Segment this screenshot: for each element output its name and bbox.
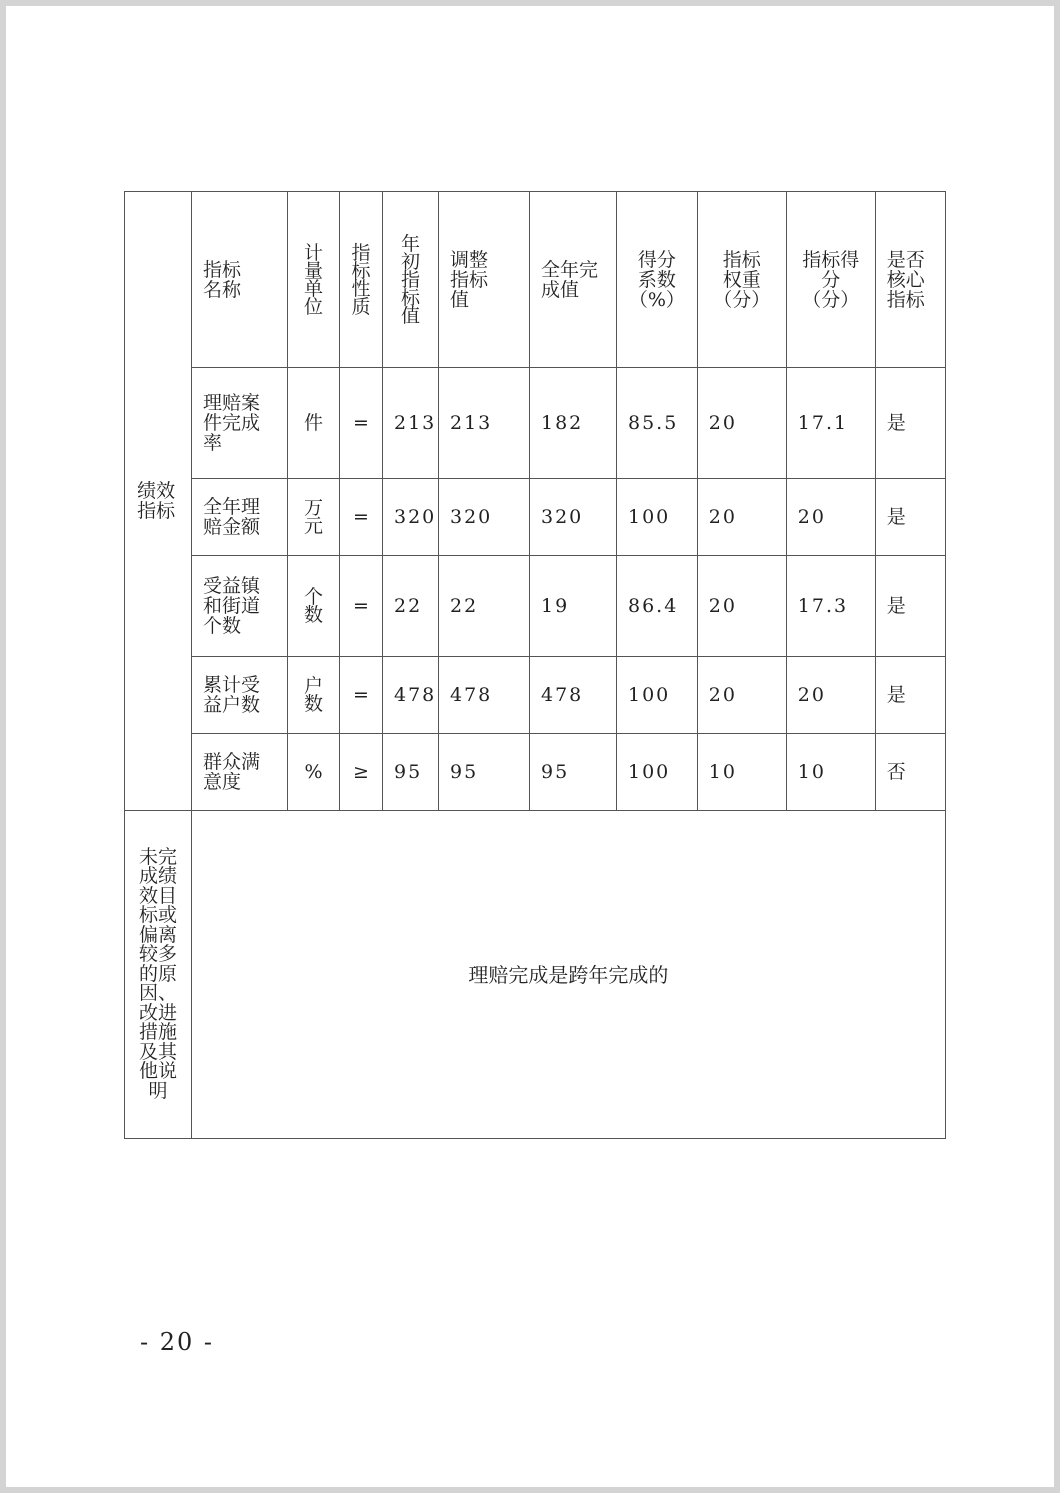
unfinished-row (125, 811, 946, 1139)
row-initial: 22 (383, 556, 439, 657)
row-initial: 213 (383, 368, 439, 479)
row-actual: 95 (530, 734, 617, 811)
row-actual: 182 (530, 368, 617, 479)
row-score: 17.1 (786, 368, 875, 479)
row-score: 20 (786, 657, 875, 734)
unfinished-label: 未完成绩效目标或偏离较多的原因、改进措施及其他说明 (138, 845, 177, 1102)
row-weight: 20 (697, 368, 786, 479)
row-core: 是 (875, 657, 945, 734)
row-adjusted: 213 (439, 368, 530, 479)
row-name: 累计受益户数 (192, 657, 288, 734)
row-unit: 件 (288, 368, 340, 479)
row-actual: 478 (530, 657, 617, 734)
header-adjusted: 调整指标值 (439, 192, 530, 368)
header-actual: 全年完成值 (530, 192, 617, 368)
row-unit: 万元 (288, 479, 340, 556)
row-adjusted: 95 (439, 734, 530, 811)
header-core: 是否核心指标 (875, 192, 945, 368)
row-weight: 10 (697, 734, 786, 811)
page-number: - 20 - (140, 1328, 215, 1356)
table-row (125, 556, 946, 657)
row-actual: 19 (530, 556, 617, 657)
row-core: 是 (875, 368, 945, 479)
row-nature: = (340, 657, 383, 734)
row-initial: 478 (383, 657, 439, 734)
performance-table (124, 191, 946, 1139)
header-unit: 计量单位 (288, 192, 340, 368)
row-score: 20 (786, 479, 875, 556)
table-row (125, 368, 946, 479)
row-name: 受益镇和街道个数 (192, 556, 288, 657)
section-label-cell (125, 192, 192, 811)
row-unit: % (288, 734, 340, 811)
header-name: 指标名称 (192, 192, 288, 368)
row-nature: = (340, 556, 383, 657)
row-unit: 个数 (288, 556, 340, 657)
row-adjusted: 22 (439, 556, 530, 657)
row-weight: 20 (697, 479, 786, 556)
table-row (125, 479, 946, 556)
table-row (125, 734, 946, 811)
row-core: 否 (875, 734, 945, 811)
row-name: 群众满意度 (192, 734, 288, 811)
row-core: 是 (875, 479, 945, 556)
row-name: 全年理赔金额 (192, 479, 288, 556)
header-coef: 得分 系数 （%） (617, 192, 698, 368)
row-coef: 100 (617, 657, 698, 734)
row-core: 是 (875, 556, 945, 657)
header-score: 指标得 分 （分） (786, 192, 875, 368)
row-score: 10 (786, 734, 875, 811)
row-coef: 100 (617, 479, 698, 556)
row-nature: = (340, 368, 383, 479)
row-score: 17.3 (786, 556, 875, 657)
row-adjusted: 320 (439, 479, 530, 556)
row-coef: 85.5 (617, 368, 698, 479)
header-initial: 年初指标值 (383, 192, 439, 368)
row-nature: = (340, 479, 383, 556)
row-coef: 86.4 (617, 556, 698, 657)
row-initial: 320 (383, 479, 439, 556)
row-nature: ≥ (340, 734, 383, 811)
table-row (125, 657, 946, 734)
row-unit: 户数 (288, 657, 340, 734)
header-weight: 指标 权重 （分） (697, 192, 786, 368)
row-weight: 20 (697, 556, 786, 657)
row-adjusted: 478 (439, 657, 530, 734)
unfinished-label-cell (125, 811, 192, 1139)
unfinished-note: 理赔完成是跨年完成的 (192, 811, 946, 1139)
row-name: 理赔案件完成率 (192, 368, 288, 479)
section-label: 绩效指标 (137, 480, 176, 522)
header-nature: 指标性质 (340, 192, 383, 368)
row-initial: 95 (383, 734, 439, 811)
row-actual: 320 (530, 479, 617, 556)
row-coef: 100 (617, 734, 698, 811)
header-row (125, 192, 946, 368)
row-weight: 20 (697, 657, 786, 734)
